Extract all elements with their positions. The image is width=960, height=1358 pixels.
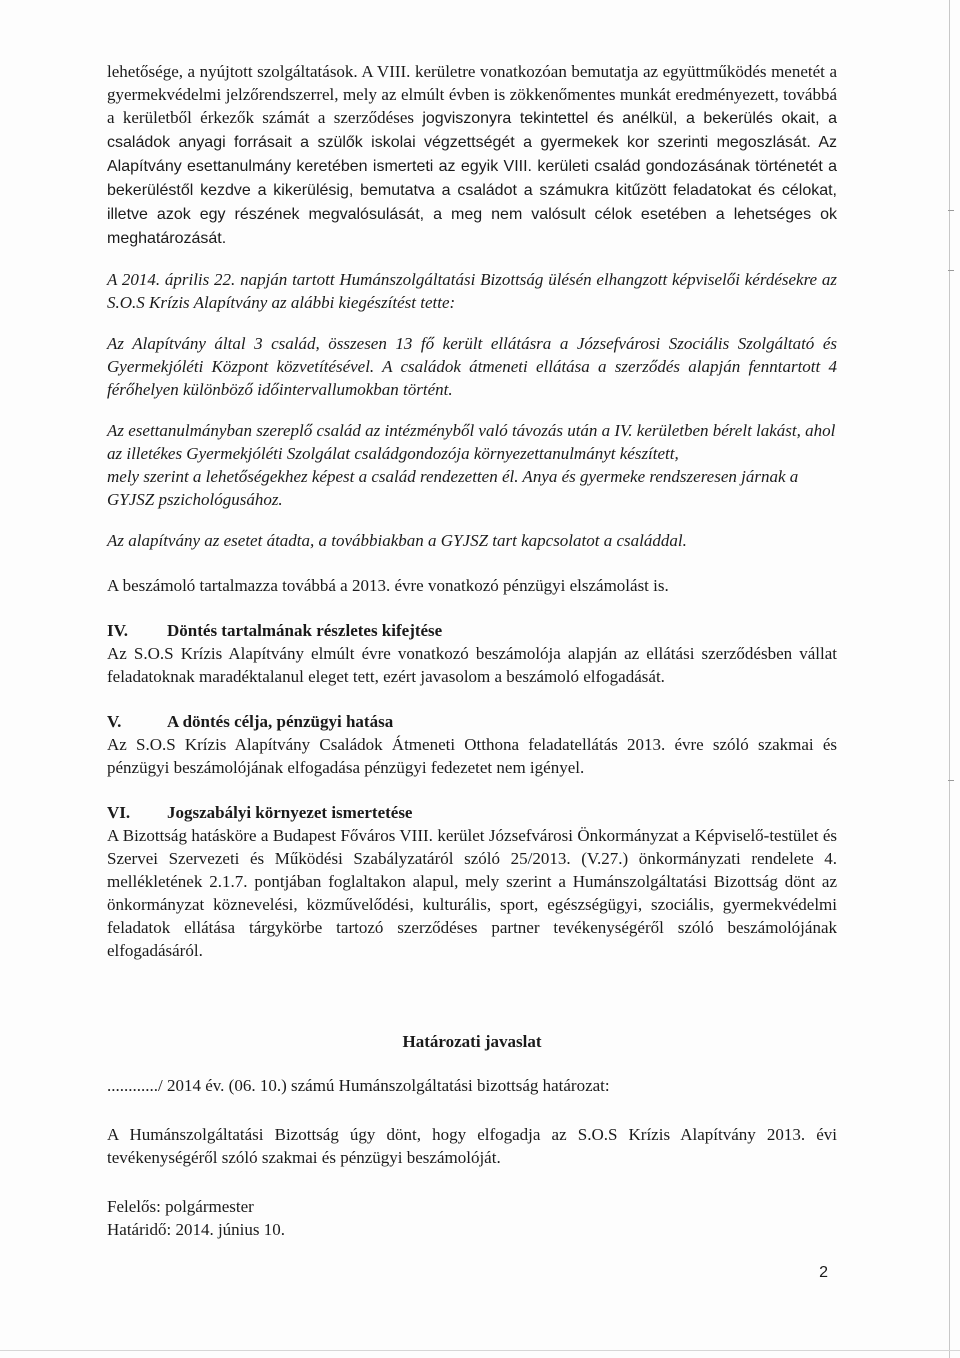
section-iv-body: Az S.O.S Krízis Alapítvány elmúlt évre vonatkozó beszámolója alapján az ellátási szerződésben vállat feladatoknak maradéktalanul eleget tett, ezért javasolom a beszámoló elfogadását.	[107, 644, 837, 686]
addendum-paragraph-1: Az Alapítvány által 3 család, összesen 13 fő került ellátásra a Józsefvárosi Szociális Szolgáltató és Gyermekjóléti Központ közvetítésével. A családok átmeneti ellátása a szerződés alapján fenntartott 4 férőhelyen különböző időintervallumokban történt.	[107, 334, 837, 399]
resolution-body: A Humánszolgáltatási Bizottság úgy dönt, hogy elfogadja az S.O.S Krízis Alapítvány 2013. évi tevékenységéről szóló szakmai és pénzügyi beszámolóját.	[107, 1125, 837, 1167]
section-v-heading	[107, 710, 837, 733]
section-title: Döntés tartalmának részletes kifejtése	[167, 621, 443, 640]
resolution-deadline: Határidő: 2014. június 10.	[107, 1220, 286, 1239]
section-iv-heading	[107, 619, 837, 642]
resolution-title: Határozati javaslat	[402, 1032, 542, 1051]
scan-edge-line	[949, 0, 950, 1358]
addendum-paragraph-2a: Az esettanulmányban szereplő család az intézményből való távozás után a IV. kerületben bérelt lakást, ahol az illetékes Gyermekjóléti Szolgálat családgondozója környezettanulmányt készített,	[107, 421, 836, 463]
section-title: A döntés célja, pénzügyi hatása	[167, 712, 394, 731]
scan-edge-mark	[948, 210, 954, 211]
section-vi-heading	[107, 801, 837, 824]
resolution-responsible: Felelős: polgármester	[107, 1197, 254, 1216]
intro-text-c: Az Alapítvány esettanulmány keretében ismerteti az egyik VIII. kerületi család gondozásának történetét a bekerüléstől kezdve a kikerülésig, bemutatva a családot a számukra kitűzött feladatokat és célokat, illetve azok egy részének megvalósulását, a meg nem valósult célok esetében a lehetséges ok meghatározását.	[107, 134, 838, 247]
resolution-number-line: ............/ 2014 év. (06. 10.) számú Humánszolgáltatási bizottság határozat:	[107, 1076, 610, 1095]
closing-note: A beszámoló tartalmazza továbbá a 2013. évre vonatkozó pénzügyi elszámolást is.	[107, 576, 669, 595]
section-number: IV.	[107, 621, 128, 640]
section-vi-body: A Bizottság hatásköre a Budapest Főváros VIII. kerület Józsefvárosi Önkormányzat a Képviselő-testület és Szervei Szervezeti és Működési Szabályzatáról szóló 25/2013. (V.27.) önkormányzati rendelete 4. mellékletének 2.1.7. pontjában foglaltakon alapul, mely szerint a Humánszolgáltatási Bizottság dönt az önkormányzat köznevelési, közművelődési, kulturális, sport, egészségügyi, szociális, gyermekvédelmi feladatok ellátása tárgykörbe tartozó szerződéses partner tevékenységéről szóló beszámolójának elfogadásáról.	[107, 826, 837, 960]
section-v-body: Az S.O.S Krízis Alapítvány Családok Átmeneti Otthona feladatellátás 2013. évre szóló szakmai és pénzügyi beszámolójának elfogadása pénzügyi fedezetet nem igényel.	[107, 735, 837, 777]
section-number: VI.	[107, 803, 131, 822]
addendum-heading: A 2014. április 22. napján tartott Humánszolgáltatási Bizottság ülésén elhangzott képviselői kérdésekre az S.O.S Krízis Alapítvány az alábbi kiegészítést tette:	[107, 270, 837, 312]
scan-edge-mark	[948, 270, 954, 271]
page-number: 2	[819, 1264, 828, 1281]
intro-text-b: jogviszonyra tekintettel és anélkül, a bekerülés okait, a családok anyagi forrásait a szülők iskolai végzettségét a gyermekek kor szerinti megoszlását.	[107, 110, 838, 151]
intro-paragraph	[107, 60, 837, 250]
section-number: V.	[107, 712, 122, 731]
addendum-paragraph-3: Az alapítvány az esetet átadta, a továbbiakban a GYJSZ tart kapcsolatot a családdal.	[107, 531, 687, 550]
addendum-paragraph-2b: mely szerint a lehetőségekhez képest a család rendezetten él. Anya és gyermeke rendszeresen járnak a GYJSZ pszichológusához.	[107, 467, 799, 509]
document-body	[107, 60, 837, 1241]
intro-text-a: lehetősége, a nyújtott szolgáltatások. A VIII. kerületre vonatkozóan bemutatja az együttműködés menetét a gyermekvédelmi jelzőrendszerrel, mely az elmúlt évben is zökkenőmentes munkát eredményezett, továbbá a kerületből érkezők számát a szerződéses	[107, 62, 837, 127]
scan-edge-mark	[948, 780, 954, 781]
section-title: Jogszabályi környezet ismertetése	[167, 803, 413, 822]
scan-bottom-line	[0, 1350, 960, 1351]
